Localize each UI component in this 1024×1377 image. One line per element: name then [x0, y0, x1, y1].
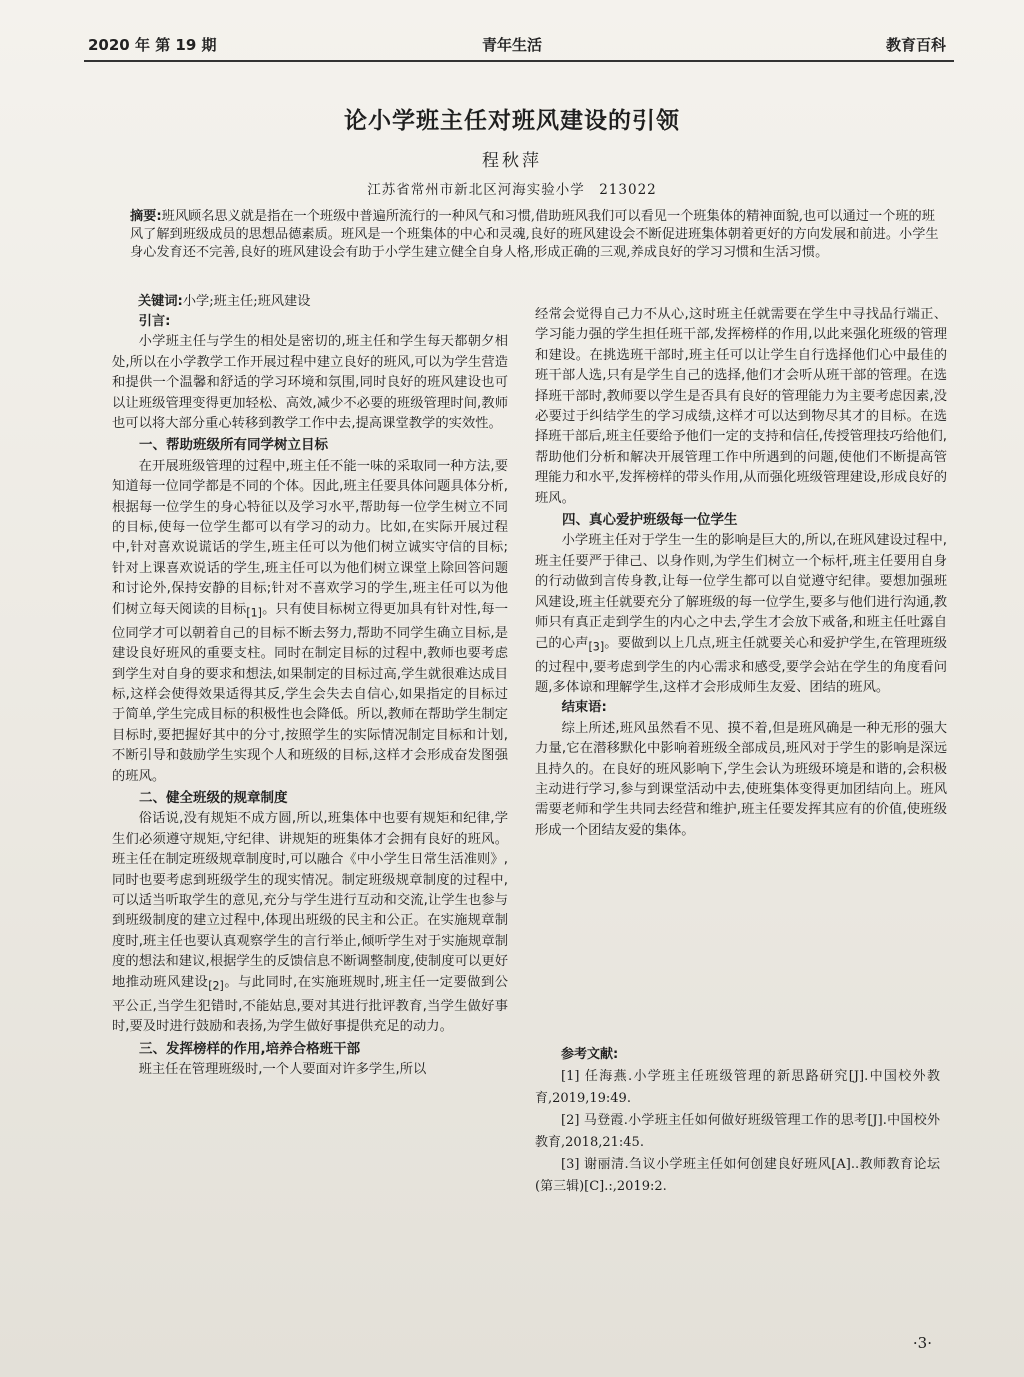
intro-label: 引言: [138, 314, 171, 329]
section-3-paragraph-start [112, 1060, 508, 1080]
journal-name: 青年生活 [481, 36, 542, 54]
keywords-text: 小学;班主任;班风建设 [182, 294, 311, 309]
reference-2: [2] 马登霞.小学班主任如何做好班级管理工作的思考[J].中国校外教育,2018,21:45. [535, 1113, 940, 1150]
abstract-label: 摘要: [130, 209, 162, 224]
conclusion-paragraph: 综上所述,班风虽然看不见、摸不着,但是班风确是一种无形的强大力量,它在潜移默化中影响着班级全部成员,班风对于学生的影响是深远且持久的。在良好的班风影响下,学生会认为班级环境是和谐的,会积极主动进行学习,参与到课堂活动中去,使班集体变得更加团结向上。班风需要老师和学生共同去经营和维护,班主任要发挥其应有的价值,使班级形成一个团结友爱的集体。 [535, 720, 947, 838]
section-2-heading: 二、健全班级的规章制度 [139, 790, 288, 806]
citation-1: [1] [246, 606, 262, 620]
section-1-paragraph: 在开展班级管理的过程中,班主任不能一味的采取同一种方法,要知道每一位同学都是不同的个体。因此,班主任要具体问题具体分析,根据每一位学生的身心特征以及学习水平,帮助每一位学生树立不同的目标,使每一位学生都可以有学习的动力。比如,在实际开展过程中,针对喜欢说谎话的学生,班主任可以为他们树立诚实守信的目标;针对上课喜欢说话的学生,班主任可以为他们树立课堂上除回答问题和讨论外,保持安静的目标;针对不喜欢学习的学生,班主任可以为他们树立每天阅读的目标$_{[1]}$。只有使目标树立得更加具有针对性,每一位同学才可以朝着自己的目标不断去努力,帮助不同学生确立目标,是建设良好班风的重要支柱。同时在制定目标的过程中,教师也要考虑到学生对自身的要求和想法,如果制定的目标过高,学生就很难达成目标,这样会使得效果适得其反,学生会失去自信心,如果指定的目标过于简单,学生完成目标的积极性也会降低。所以,教师在帮助学生制定目标时,要把握好其中的分寸,按照学生的实际情况制定目标和计划,不断引导和鼓励学生实现个人和班级的目标,这样才会形成奋发图强的班风。 [112, 458, 508, 784]
conclusion-label: 结束语: [561, 700, 607, 716]
section-3-text-part2: 经常会觉得自己力不从心,这时班主任就需要在学生中寻找品行端正、学习能力强的学生担任班干部,发挥榜样的作用,以此来强化班级的管理和建设。在挑选班干部时,班主任可以让学生自行选择他们心中最佳的班干部人选,只有是学生自己的选择,他们才会听从班干部的管理。在选择班干部时,教师要以学生是否具有良好的管理能力为主要考虑因素,没必要过于纠结学生的学习成绩,这样才可以达到物尽其才的目标。在选择班干部后,班主任要给予他们一定的支持和信任,传授管理技巧给他们,帮助他们分析和解决开展管理工作中所遇到的问题,使他们不断提高管理能力和水平,发挥榜样的带头作用,从而强化班级管理建设,形成良好的班风。 [535, 307, 947, 506]
references-label: 参考文献: [561, 1047, 619, 1062]
abstract [130, 208, 945, 262]
references [535, 1044, 940, 1198]
section-1-heading: 一、帮助班级所有同学树立目标 [139, 437, 328, 454]
abstract-text: 班风顾名思义就是指在一个班级中普遍所流行的一种风气和习惯,借助班风我们可以看见一个班集体的精神面貌,也可以通过一个班的班风了解到班级成员的思想品德素质。班风是一个班集体的中心和灵魂,良好的班风建设会不断促进班集体朝着更好的方向发展和前进。小学生身心发育还不完善,良好的班风建设会有助于小学生建立健全自身人格,形成正确的三观,养成良好的学习习惯和生活习惯。 [130, 209, 939, 260]
left-column [112, 312, 508, 1080]
section-3-heading: 三、发挥榜样的作用,培养合格班干部 [139, 1040, 361, 1057]
right-column [535, 305, 947, 841]
section-3-paragraph-cont [535, 305, 947, 509]
keywords [138, 290, 518, 309]
citation-2: [2] [208, 979, 224, 993]
page-number: ·3· [912, 1334, 932, 1352]
article-author: 程秋萍 [482, 151, 542, 171]
keywords-label: 关键词: [138, 294, 183, 309]
section-4-heading: 四、真心爱护班级每一位学生 [562, 512, 738, 529]
section-2-paragraph: 俗话说,没有规矩不成方圆,所以,班集体中也要有规矩和纪律,学生们必须遵守规矩,守纪律、讲规矩的班集体才会拥有良好的班风。班主任在制定班级规章制度时,可以融合《中小学生日常生活准则》,同时也要考虑到班级学生的现实情况。制定班级规章制度的过程中,可以适当听取学生的意见,充分与学生进行互动和交流,让学生也参与到班级制度的建立过程中,体现出班级的民主和公正。在实施规章制度时,班主任也要认真观察学生的言行举止,倾听学生对于实施规章制度的想法和建议,根据学生的反馈信息不断调整制度,使制度可以更好地推动班风建设$_{[2]}$。与此同时,在实施班规时,班主任一定要做到公平公正,当学生犯错时,不能姑息,要对其进行批评教育,当学生做好事时,要及时进行鼓励和表扬,为学生做好事提供充足的动力。 [112, 811, 509, 1035]
reference-1: [1] 任海燕.小学班主任班级管理的新思路研究[J].中国校外教育,2019,19:49. [535, 1069, 940, 1106]
issue-label: 2020 年 第 19 期 [88, 36, 217, 54]
intro-paragraph: 小学班主任与学生的相处是密切的,班主任和学生每天都朝夕相处,所以在小学教学工作开展过程中建立良好的班风,可以为学生营造和提供一个温馨和舒适的学习环境和氛围,同时良好的班风建设也可以让班级管理变得更加轻松、高效,减少不必要的班级管理时间,教师也可以将大部分重心转移到教学工作中去,提高课堂教学的实效性。 [112, 334, 508, 432]
citation-3: [3] [588, 640, 605, 654]
section-4-paragraph: 小学班主任对于学生一生的影响是巨大的,所以,在班风建设过程中,班主任要严于律己、以身作则,为学生们树立一个标杆,班主任要用自身的行动做到言传身教,让每一位学生都可以自觉遵守纪律。要想加强班风建设,班主任就要充分了解班级的每一位学生,要多与他们进行沟通,教师只有真正走到学生的内心之中去,学生才会放下戒备,和班主任吐露自己的心声$_{[3]}$。要做到以上几点,班主任就要关心和爱护学生,在管理班级的过程中,要考虑到学生的内心需求和感受,要学会站在学生的角度看问题,多体谅和理解学生,这样才会形成师生友爱、团结的班风。 [535, 533, 948, 695]
article-title: 论小学班主任对班风建设的引领 [344, 108, 680, 134]
header-rule [84, 60, 954, 62]
column-name: 教育百科 [885, 36, 946, 54]
reference-3: [3] 谢丽清.刍议小学班主任如何创建良好班风[A]..教师教育论坛(第三辑)[C].:,2019:2. [535, 1157, 940, 1194]
article-affiliation: 江苏省常州市新北区河海实验小学 213022 [367, 182, 657, 198]
section-3-text-part1: 班主任在管理班级时,一个人要面对许多学生,所以 [138, 1061, 427, 1077]
